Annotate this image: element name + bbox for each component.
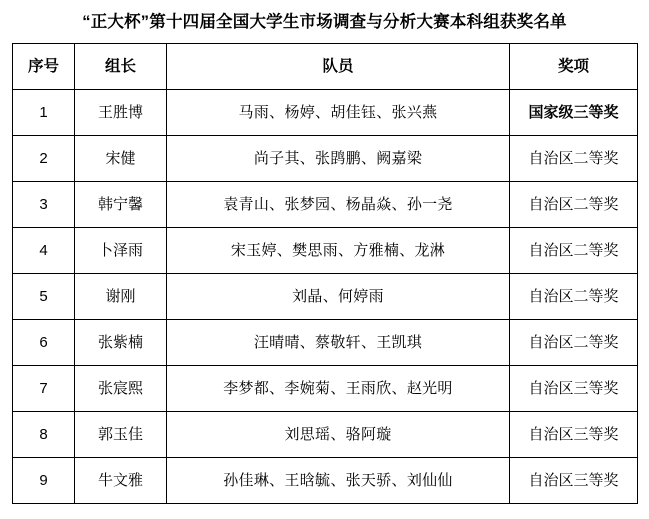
cell-award: 自治区三等奖: [510, 458, 638, 504]
cell-members: 马雨、杨婷、胡佳钰、张兴燕: [167, 90, 510, 136]
cell-seq: 3: [13, 182, 75, 228]
cell-leader: 王胜博: [75, 90, 167, 136]
cell-award: 自治区二等奖: [510, 274, 638, 320]
cell-seq: 9: [13, 458, 75, 504]
table-row: [13, 274, 638, 320]
cell-seq: 2: [13, 136, 75, 182]
cell-award: 自治区二等奖: [510, 136, 638, 182]
cell-award: 自治区三等奖: [510, 412, 638, 458]
table-row: [13, 228, 638, 274]
cell-seq: 7: [13, 366, 75, 412]
table-row: [13, 90, 638, 136]
table-row: [13, 320, 638, 366]
cell-award: 自治区二等奖: [510, 228, 638, 274]
table-row: [13, 182, 638, 228]
column-header-members: 队员: [167, 44, 510, 90]
cell-award: 国家级三等奖: [510, 90, 638, 136]
cell-seq: 6: [13, 320, 75, 366]
cell-members: 宋玉婷、樊思雨、方雅楠、龙淋: [167, 228, 510, 274]
cell-leader: 郭玉佳: [75, 412, 167, 458]
cell-members: 李梦都、李婉菊、王雨欣、赵光明: [167, 366, 510, 412]
table-body: [13, 90, 638, 504]
table-row: [13, 136, 638, 182]
cell-leader: 谢刚: [75, 274, 167, 320]
cell-members: 孙佳琳、王晗毓、张天骄、刘仙仙: [167, 458, 510, 504]
page-title: “正大杯”第十四届全国大学生市场调查与分析大赛本科组获奖名单: [82, 13, 567, 31]
table-row: [13, 458, 638, 504]
cell-seq: 8: [13, 412, 75, 458]
cell-leader: 张紫楠: [75, 320, 167, 366]
column-header-award: 奖项: [510, 44, 638, 90]
table-header-row: [13, 44, 638, 90]
column-header-leader: 组长: [75, 44, 167, 90]
cell-members: 尚子其、张鹍鹏、阙嘉梁: [167, 136, 510, 182]
cell-leader: 张宸熙: [75, 366, 167, 412]
cell-seq: 4: [13, 228, 75, 274]
cell-award: 自治区二等奖: [510, 320, 638, 366]
cell-leader: 韩宁馨: [75, 182, 167, 228]
cell-seq: 1: [13, 90, 75, 136]
cell-leader: 牛文雅: [75, 458, 167, 504]
cell-award: 自治区三等奖: [510, 366, 638, 412]
award-table: [12, 43, 638, 504]
cell-members: 刘思瑶、骆阿璇: [167, 412, 510, 458]
cell-members: 刘晶、何婷雨: [167, 274, 510, 320]
column-header-seq: 序号: [13, 44, 75, 90]
cell-leader: 宋健: [75, 136, 167, 182]
cell-members: 汪晴晴、蔡敬轩、王凯琪: [167, 320, 510, 366]
table-row: [13, 412, 638, 458]
table-row: [13, 366, 638, 412]
cell-leader: 卜泽雨: [75, 228, 167, 274]
cell-members: 袁青山、张梦园、杨晶焱、孙一尧: [167, 182, 510, 228]
cell-award: 自治区二等奖: [510, 182, 638, 228]
cell-seq: 5: [13, 274, 75, 320]
award-table-container: [0, 43, 649, 504]
table-header: [13, 44, 638, 90]
